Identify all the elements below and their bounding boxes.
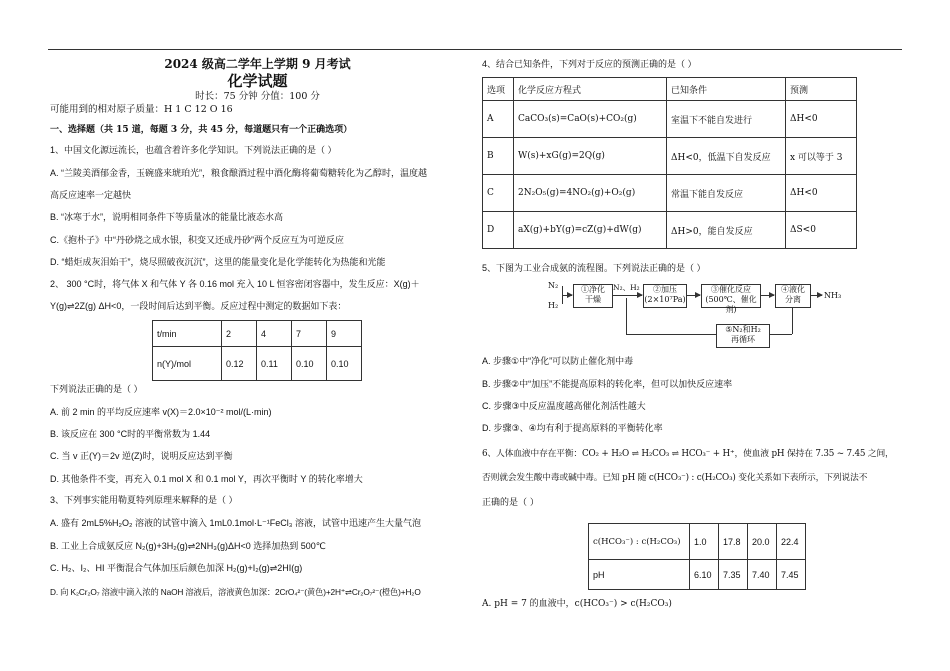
table-cell: 7.35 [719,560,748,590]
flow-step3-box [701,284,761,314]
flow-arrow [612,295,642,296]
q3-option-d: D. 向 K₂Cr₂O₇ 溶液中滴入浓的 NaOH 溶液后，溶液黄色加深：2CrO₄²⁻(黄色)+2H⁺⇌Cr₂O₇²⁻(橙色)+H₂O [50,587,421,597]
q5-option-c: C. 步骤③中反应温度越高催化剂活性越大 [482,401,646,411]
flow-step1-line2: 干燥 [585,295,601,304]
flow-step2-line2: (2×10⁷Pa) [644,295,686,304]
flow-arrow [562,295,572,296]
table-cell: 常温下能自发反应 [667,175,786,212]
table-cell: 7.45 [777,560,806,590]
q2-data-table [152,320,362,381]
exam-title: 2024 级高二学年上学期 9 月考试 [164,57,351,71]
q1-option-a: A. “兰陵美酒郁金香，玉碗盛来琥珀光”，粮食酿酒过程中酒化酶将葡萄糖转化为乙醇时，温度越 [50,168,428,178]
top-rule [48,49,902,50]
table-cell: D [483,212,514,249]
flow-h2-label: H₂ [548,301,559,310]
flow-arrow [760,295,774,296]
table-cell: C [483,175,514,212]
table-cell: ΔS<0 [786,212,857,249]
q1-stem: 1、中国文化源远流长，也蕴含着许多化学知识。下列说法正确的是（ ） [50,145,337,155]
q2-ask: 下列说法正确的是（ ） [50,384,143,394]
table-cell: 4 [257,321,292,347]
q5-option-b: B. 步骤②中“加压”不能提高原料的转化率，但可以加快反应速率 [482,379,733,389]
table-cell: ΔH<0 [786,175,857,212]
table-cell: ΔH<0，低温下自发反应 [667,138,786,175]
table-cell: 7 [292,321,327,347]
table-cell: 17.8 [719,524,748,560]
table-cell: n(Y)/mol [153,347,222,381]
table-header-cell: 选项 [483,78,514,101]
exam-subject: 化学试题 [227,72,288,90]
table-cell: 2N₂O₅(g)=4NO₂(g)+O₂(g) [514,175,667,212]
atomic-mass: 可能用到的相对原子质量：H 1 C 12 O 16 [50,104,233,115]
table-header-cell: 已知条件 [667,78,786,101]
table-cell: A [483,101,514,138]
q2-stem: 2、 300 °C时，将气体 X 和气体 Y 各 0.16 mol 充入 10 L 恒容密闭容器中，发生反应：X(g)＋ [50,279,420,289]
table-cell: 0.12 [222,347,257,381]
table-cell: pH [589,560,690,590]
table-cell: ΔH>0，能自发反应 [667,212,786,249]
q3-stem: 3、下列事实能用勒夏特列原理来解释的是（ ） [50,495,238,505]
ammonia-flow-diagram [542,278,852,350]
q2-option-c: C. 当 v 正(Y)＝2v 逆(Z)时，说明反应达到平衡 [50,451,233,461]
table-header-cell: 化学反应方程式 [514,78,667,101]
flow-arrow [686,295,700,296]
q3-option-b: B. 工业上合成氨反应 N₂(g)+3H₂(g)⇌2NH₃(g)ΔH<0 选择加热到 500℃ [50,541,326,551]
flow-step3-line2: (500℃、催化剂) [705,295,757,314]
table-cell: 0.10 [292,347,327,381]
flow-step2-line1: ②加压 [653,285,677,294]
q6-data-table [588,523,806,590]
flow-step5-line1: ⑤N₂和H₂ [725,325,761,334]
table-cell: 2 [222,321,257,347]
table-cell: x 可以等于 3 [786,138,857,175]
table-cell: ΔH<0 [786,101,857,138]
flow-n2-label: N₂ [548,281,559,290]
q4-table [482,77,857,249]
q1-option-c: C.《抱朴子》中“丹砂烧之成水银，积变又还成丹砂”两个反应互为可逆反应 [50,235,344,245]
flow-step3-line1: ③催化反应 [711,285,751,294]
q2-option-d: D. 其他条件不变，再充入 0.1 mol X 和 0.1 mol Y，再次平衡时 Y 的转化率增大 [50,474,363,484]
q2-option-a: A. 前 2 min 的平均反应速率 v(X)＝2.0×10⁻² mol/(L·min) [50,407,272,417]
table-cell: CaCO₃(s)=CaO(s)+CO₂(g) [514,101,667,138]
q5-stem: 5、下图为工业合成氨的流程图。下列说法正确的是（ ） [482,263,706,273]
table-cell: 20.0 [748,524,777,560]
flow-product-label: NH₃ [824,291,842,300]
table-cell: 6.10 [690,560,719,590]
q6-option-a: A. pH = 7 的血液中，c(HCO₃⁻) > c(H₂CO₃) [482,599,672,609]
flow-step1-box [573,284,613,308]
flow-step4-line1: ④液化 [781,285,805,294]
q6-stem: 6、人体血液中存在平衡：CO₂ + H₂O ⇌ H₂CO₃ ⇌ HCO₃⁻ + H⁺，使血液 pH 保持在 7.35 ~ 7.45 之间， [482,449,894,459]
table-cell: 22.4 [777,524,806,560]
table-cell: 0.10 [327,347,362,381]
table-cell: B [483,138,514,175]
table-cell: c(HCO₃⁻) : c(H₂CO₃) [589,524,690,560]
table-cell: t/min [153,321,222,347]
q1-option-a-cont: 高反应速率一定越快 [50,190,132,200]
table-cell: 室温下不能自发进行 [667,101,786,138]
q3-option-a: A. 盛有 2mL5%H₂O₂ 溶液的试管中滴入 1mL0.1mol·L⁻¹FeCl₃ 溶液，试管中迅速产生大量气泡 [50,518,421,528]
table-cell: W(s)+xG(g)=2Q(g) [514,138,667,175]
q5-option-d: D. 步骤③、④均有利于提高原料的平衡转化率 [482,423,663,433]
flow-arrow [810,295,822,296]
table-cell: 9 [327,321,362,347]
table-cell: 7.40 [748,560,777,590]
time-score: 时长：75 分钟 分值：100 分 [195,91,320,102]
q5-option-a: A. 步骤①中“净化”可以防止催化剂中毒 [482,356,634,366]
flow-mid-label: N₂、H₂ [613,283,640,292]
q4-stem: 4、结合已知条件，下列对于反应的预测正确的是（ ） [482,59,697,69]
flow-step4-line2: 分离 [785,295,801,304]
flow-step2-box [643,284,687,308]
flow-step4-box [775,284,811,308]
q6-stem-cont2: 正确的是（ ） [482,498,539,508]
table-header-cell: 预测 [786,78,857,101]
flow-step5-line2: 再循环 [731,335,755,344]
q1-option-d: D. “蜡炬成灰泪始干”，烧尽照破夜沉沉”，这里的能量变化是化学能转化为热能和光能 [50,257,386,267]
flow-recycle-line [626,334,716,335]
section-heading: 一、选择题（共 15 道，每题 3 分，共 45 分，每道题只有一个正确选项） [50,125,353,135]
table-cell: aX(g)+bY(g)=cZ(g)+dW(g) [514,212,667,249]
flow-step5-box [716,324,770,348]
table-cell: 1.0 [690,524,719,560]
q3-option-c: C. H₂、I₂、HI 平衡混合气体加压后颜色加深 H₂(g)+I₂(g)⇌2HI(g) [50,563,303,573]
flow-step1-line1: ①净化 [581,285,605,294]
table-cell: 0.11 [257,347,292,381]
q1-option-b: B. “冰寒于水”，说明相同条件下等质量冰的能量比液态水高 [50,212,283,222]
q2-stem-cont: Y(g)⇌2Z(g) ΔH<0，一段时间后达到平衡。反应过程中测定的数据如下表： [50,301,347,311]
q6-stem-cont: 否则就会发生酸中毒或碱中毒。已知 pH 随 c(HCO₃⁻) : c(H₂CO₃) 变化关系如下表所示，下列说法不 [482,473,868,483]
flow-recycle-line [626,298,627,334]
flow-recycle-line [792,307,793,334]
flow-recycle-line [769,334,792,335]
q2-option-b: B. 该反应在 300 °C时的平衡常数为 1.44 [50,429,211,439]
